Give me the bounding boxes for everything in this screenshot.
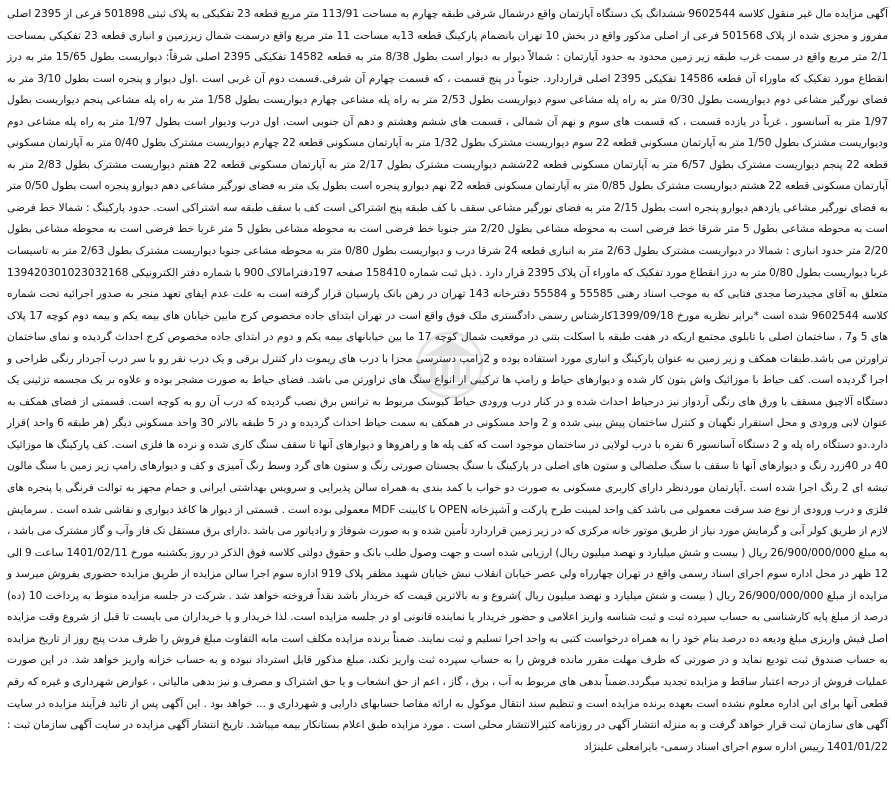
auction-notice-text: آگهی مزایده مال غیر منقول کلاسه 9602544 ششدانگ یک دستگاه آپارتمان واقع درشمال شرقی طبقه چهارم به مساحت 113/91 متر مربع قطعه 23 تفکیکی به پلاک ثبتی 501898 فرعی از 2395 اصلی مفروز و مجزی شده از پلاک 501568 فرعی از اصلی مذکور واقع در بخش 10 تهران بانضمام پارکینگ قطعه 13به مساحت 11 متر مربع واقع درسمت شمال زیرزمین و انباری قطعه 23 تفکیکی بمساحت 2/1 متر مربع واقع در سمت غرب طبقه زیر زمین محدود به حدود آپارتمان : شمالاً دیوار به دیوار است بطول 8/38 متر به قطعه 14582 تفکیکی 2395 اصلی شرقاً: دیواریست بطول 15/65 متر به درز انقطاع مورد تفکیک که ماوراء آن قطعه 14586 تفکیکی 2395 اصلی قراردارد. جنوباً در پنج قسمت ، که قسمت چهارم آن شرقی.قسمت دوم آن غربی است .اول دیوار و پنجره است بطول 3/10 متر به فضای نورگیر مشاعی دوم دیواریست بطول 0/30 متر به راه پله مشاعی سوم دیواریست بطول 2/53 متر به راه پله مشاعی چهارم دیواریست بطول 1/58 متر به راه پله مشاعی پنجم دیواریست بطول 1/97 متر به آسانسور . غرباً در یازده قسمت ، که قسمت های سوم و نهم آن شمالی ، قسمت های ششم وهشتم و دهم آن جنوبی است. اول درب ودیوار است بطول 1/97 متر به راه پله مشاعی دوم ودیواریست مشترک بطول 1/50 متر به آپارتمان مسکونی قطعه 22 سوم دیواریست مشترک بطول 1/32 متر به آپارتمان مسکونی قطعه 22 چهارم دیواریست مشترک بطول 0/40 متر به آپارتمان مسکونی قطعه 22 پنجم دیواریست مشترک بطول 6/57 متر به آپارتمان مسکونی قطعه 22ششم دیواریست مشترک بطول 2/17 متر به آپارتمان مسکونی قطعه 22 هفتم دیواریست مشترک بطول 2/83 متر به آپارتمان مسکونی قطعه 22 هشتم دیواریست مشترک بطول 0/85 متر به آپارتمان مسکونی قطعه 22 نهم دیوارو پنجره است بطول یک متر به فضای نورگیر مشاعی دهم دیوارو پنجره است بطول 0/50 متر به فضای نورگیر مشاعی یازدهم دیوارو پنجره است بطول 2/15 متر به فضای نورگیر مشاعی سقف با کف طبقه پنج اشتراکی است کف با سقف طبقه سه اشتراکی است. حدود پارکینگ : شمالا خط فرضی است به محوطه مشاعی بطول 5 متر شرقا خط فرضی است به محوطه مشاعی بطول 2/20 متر جنوبا خط فرضی است به محوطه مشاعی بطول 5 متر غربا خط فرضی است به محوطه مشاعی بطول 2/20 متر حدود انباری : شمالا در دیواریست مشترک بطول 2/63 متر به انباری قطعه 24 شرقا درب و دیواریست بطول 0/80 متر به محوطه مشاعی جنوبا دیواریست مشترک بطول 2/63 متر به تاسیسات غربا دیواریست بطول 0/80 متر به درز انقطاع مورد تفکیک که ماوراء آن پلاک 2395 قرار دارد . ذیل ثبت شماره 158410 صفحه 197دفترامالاک 900 با شماره دفتر الکترونیکی 139420301023032168 متعلق به آقای مجیدرضا مجدی فتابی که به موجب اسناد رهنی 55585 و 55584 دفترخانه 143 تهران در رهن بانک پارسیان قرار گرفته است به علت عدم ایفای تعهد منجر به صدور اجرائیه تحت شماره کلاسه 9602544 شده است *برابر نظریه مورخ 1399/09/18کارشناس رسمی دادگستری ملک فوق واقع است در تهران ابتدای جاده مخصوص کرج مابین خیابان های بیمه یکم و بیمه دوم کوچه 17 پلاک های 5 و7 ، ساختمان اصلی با تابلوی مجتمع اریکه در هفت طبقه با اسکلت بتنی در موقعیت شمال کوچه 17 ما بین خیابانهای بیمه یکم و دوم در ابتدای جاده مخصوص کرج احداث گردیده و نمای ساختمان تراورتن می باشد.طبقات همکف و زیر زمین به عنوان پارکینگ و انباری مورد استفاده بوده و 2رامپ دسترسی مجزا با درب های ریموت دار کنترل برقی و یک درب نفر رو با سر درب آجردار رنگی طراحی و اجرا گردیده است. کف حیاط با موزائیک واش بتون کار شده و دیوارهای حیاط و رامپ ها ترکیبی از انواع سنگ های تراورتن می باشد. فضای حیاط به صورت مشجر بوده و علاوه بر یک مجسمه تزئینی یک دستگاه آلاچیق مسقف با ورق های رنگی آردواز نیز درحیاط احداث شده و در کنار درب ورودی حیاط کیوسک مربوط به ترانس برق نصب گردیده که درب آن رو به کوچه است. قسمتی از فضای همکف به عنوان لابی ورودی و محل استقرار نگهبان و کنترل ساختمان پیش بینی شده و 2 واحد مسکونی در همکف به سمت حیاط احداث گردیده و در 5 طبقه بالاتر 30 واحد مسکونی دیگر (هر طبقه 6 واحد )قرار دارد.دو دستگاه راه پله و 2 دستگاه آسانسور 6 نفره با درب لولایی در ساختمان موجود است که کف پله ها و راهروها و دیوارهای آنها تا سقف سنگ کاری شده و نرده ها فلزی است. کف پارکینگ ها موزائیک 40 در 40زرد رنگ و دیوارهای آنها تا سقف با سنگ صلصالی و ستون های اصلی در پارکینگ با سنگ بجستان صورتی رنگ و ستون های گرد وسط رنگ آمیزی و کف و دیوارهای رامپ زیر زمین با سنگ مالون تیشه ای 2 رنگ اجرا شده است .آپارتمان موردنظر دارای کاربری مسکونی به صورت دو خواب با کمد بندی به همراه سالن پذیرایی و سرویس بهداشتی ایرانی و حمام مجهز به توالت فرنگی با پنجره های فلزی و درب ورودی از نوع ضد سرقت معمولی می باشد کف واحد لمینت طرح پارکت و آشپزخانه OPEN با کابینت MDF معمولی بوده است . قسمتی از دیوار ها کاغذ دیواری و نقاشی شده است . سرمایش لازم از طریق کولر آبی و گرمایش مورد نیاز از طریق موتور خانه مرکزی که در زیر زمین قراردارد تأمین شده و به صورت شوفاژ و رادیاتور می باشد .دارای برق مستقل تک فاز وآب و گاز مشترک می باشد ، به مبلغ 26/900/000/000 ریال ( بیست و شش میلیارد و نهصد میلیون ریال) ارزیابی شده است و جهت وصول طلب بانک و حقوق دولتی کلاسه فوق الذکر در روز یکشنبه مورخ 1401/02/11 ساعت 9 الی 12 ظهر در محل اداره سوم اجرای اسناد رسمی واقع در تهران چهارراه ولی عصر خیابان انقلاب نبش خیابان شهید مظفر پلاک 919 اداره سوم اجرا سالن مزایده از طریق مزایده حضوری بفروش میرسد و مزایده از مبلغ 26/900/000/000 ریال ( بیست و شش میلیارد و نهصد میلیون ریال )شروع و به بالاترین قیمت که خریدار باشد نقداً فروخته خواهد شد . شرکت در جلسه مزایده منوط به پرداخت 10 (ده) درصد از مبلغ پایه کارشناسی به حساب سپرده ثبت و ثبت شناسه واریز اعلامی و حضور خریدار یا نماینده قانونی او در جلسه مزایده است. لذا خریدار و یا خریداران می بایست تا قبل از شروع وقت مزایده اصل فیش واریزی مبلغ ودیعه ده درصد بنام خود را به همراه درخواست کتبی به واحد اجرا تسلیم و ثبت نمایند. ضمناً برنده مزایده مکلف است مابه التفاوت مبلغ فروش را ظرف مدت پنج روز از تاریخ مزایده به حساب صندوق ثبت تودیع نماید و در صورتی که ظرف مهلت مقرر مانده فروش را به حساب سپرده ثبت واریز نکند، مبلغ مذکور قابل استرداد نبوده و به حساب خزانه واریز خواهد شد. در این صورت عملیات فروش از درجه اعتبار ساقط و مزایده تجدید میگردد.ضمناً بدهی های مربوط به آب ، برق ، گاز ، اعم از حق انشعاب و یا حق اشتراک و مصرف و نیز بدهی مالیاتی ، عوارض شهرداری و غیره که رقم قطعی آنها برای این اداره معلوم نشده است بعهده برنده مزایده است و تنظیم سند انتقال موکول به ارائه مفاصا حسابهای دارایی و شهرداری و ... خواهد بود . این آگهی پس از تائید فرآیند مزایده در سایت آگهی های سازمان ثبت قرار خواهد گرفت و به منزله انتشار آگهی در روزنامه کثیرالانتشار محلی است . مورد مزایده طبق اعلام بستانکار بیمه میباشد. تاریخ انتشار آگهی مزایده در سایت آگهی سازمان ثبت : 1401/01/22 رییس اداره سوم اجرای اسناد رسمی- بایرامعلی علینژاد [7, 8, 889, 753]
